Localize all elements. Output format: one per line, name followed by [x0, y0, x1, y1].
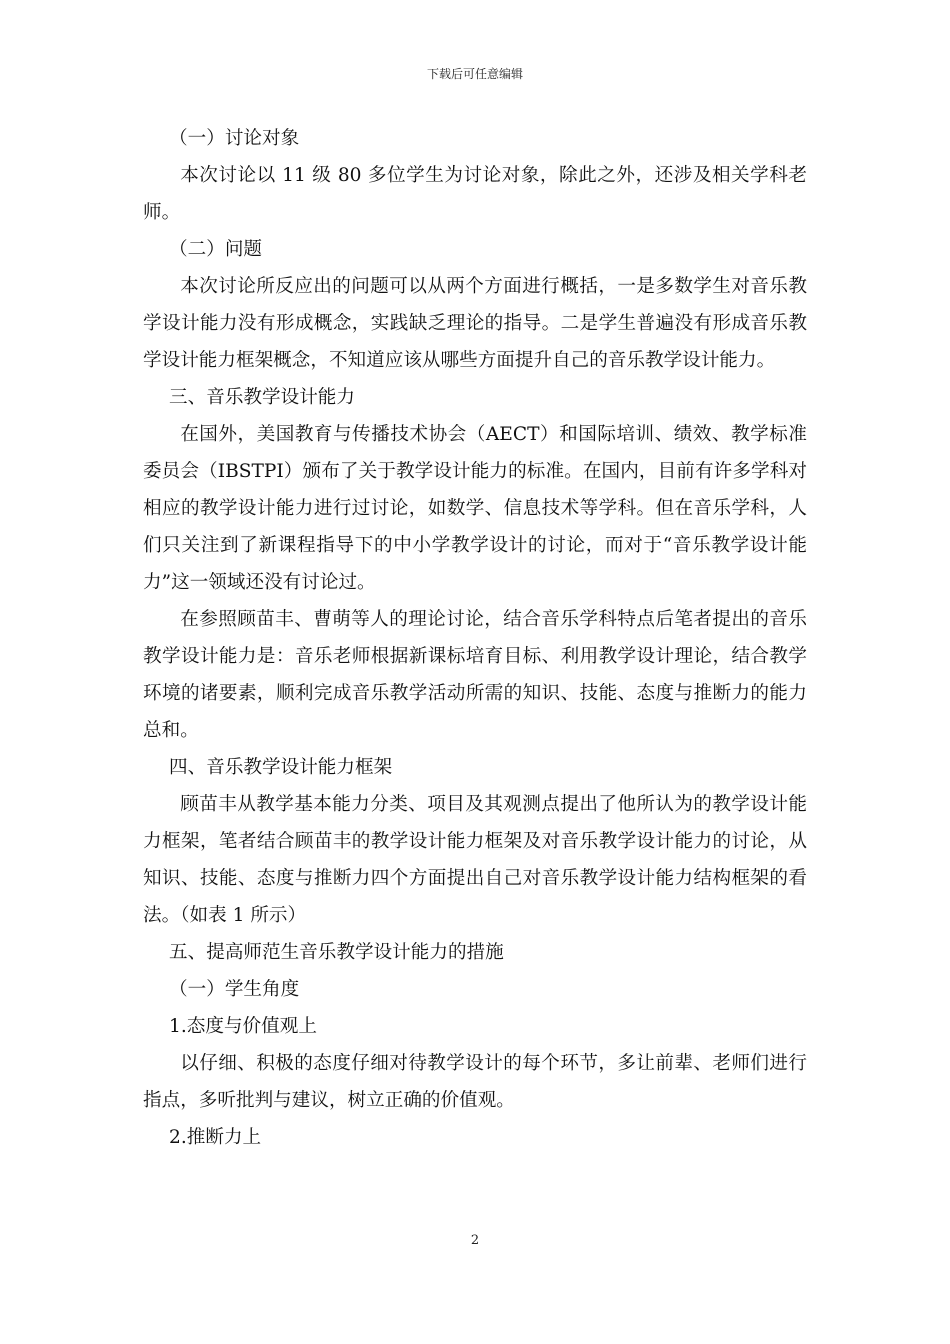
- section-heading-attitude-values: 1.态度与价值观上: [169, 1016, 317, 1037]
- section-heading-discussion-subject: （一）讨论对象: [169, 128, 300, 149]
- paragraph-design-ability-definition: 在参照顾苗丰、曹萌等人的理论讨论，结合音乐学科特点后笔者提出的音乐教学设计能力是：音乐老师根据新课标培育目标、利用教学设计理论，结合教学环境的诸要素，顺利完成音乐教学活动所需的知识、技能、态度与推断力的能力总和。: [143, 609, 807, 741]
- page-header: 下载后可任意编辑: [426, 67, 523, 81]
- page-number: 2: [470, 1233, 480, 1248]
- document-body: [143, 120, 807, 1156]
- section-heading-problems: （二）问题: [169, 239, 263, 260]
- paragraph-design-ability-background: 在国外，美国教育与传播技术协会（AECT）和国际培训、绩效、教学标准委员会（IBSTPI）颁布了关于教学设计能力的标准。在国内，目前有许多学科对相应的教学设计能力进行过讨论，如数学、信息技术等学科。但在音乐学科，人们只关注到了新课程指导下的中小学教学设计的讨论，而对于“音乐教学设计能力”这一领域还没有讨论过。: [143, 424, 807, 593]
- section-heading-design-ability: 三、音乐教学设计能力: [169, 387, 355, 408]
- paragraph-problems: 本次讨论所反应出的问题可以从两个方面进行概括，一是多数学生对音乐教学设计能力没有形成概念，实践缺乏理论的指导。二是学生普遍没有形成音乐教学设计能力框架概念，不知道应该从哪些方面提升自己的音乐教学设计能力。: [143, 276, 807, 371]
- section-heading-student-perspective: （一）学生角度: [169, 979, 300, 1000]
- paragraph-attitude-values: 以仔细、积极的态度仔细对待教学设计的每个环节，多让前辈、老师们进行指点，多听批判与建议，树立正确的价值观。: [143, 1053, 807, 1111]
- paragraph-discussion-subject: 本次讨论以 11 级 80 多位学生为讨论对象，除此之外，还涉及相关学科老师。: [143, 165, 807, 223]
- section-heading-measures: 五、提高师范生音乐教学设计能力的措施: [169, 942, 504, 963]
- section-heading-ability-framework: 四、音乐教学设计能力框架: [169, 757, 393, 778]
- paragraph-ability-framework: 顾苗丰从教学基本能力分类、项目及其观测点提出了他所认为的教学设计能力框架，笔者结合顾苗丰的教学设计能力框架及对音乐教学设计能力的讨论，从知识、技能、态度与推断力四个方面提出自己对音乐教学设计能力结构框架的看法。（如表 1 所示）: [143, 794, 807, 926]
- section-heading-judgment: 2.推断力上: [169, 1127, 262, 1148]
